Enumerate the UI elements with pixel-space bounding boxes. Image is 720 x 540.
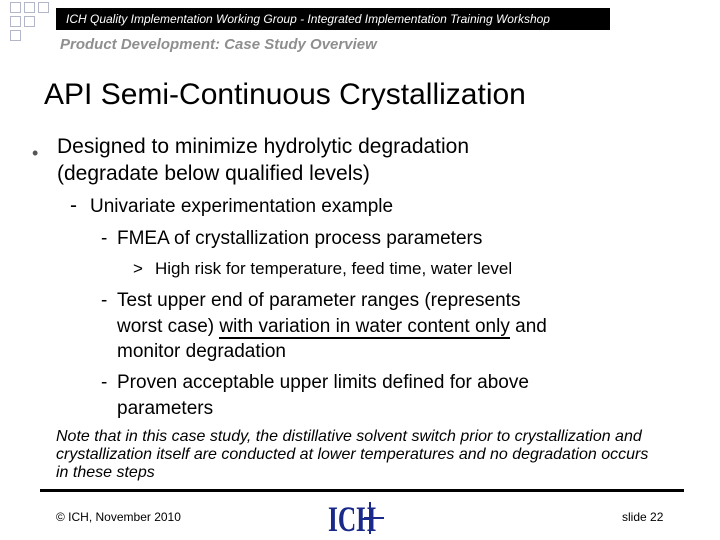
sub-bullet-text: Univariate experimentation example [90, 196, 394, 217]
case-study-note: Note that in this case study, the distillative solvent switch prior to crystallization and crystallization itself are conducted at lower temperatures and no degradation occurs in these steps [56, 428, 649, 481]
deco-square [10, 2, 21, 13]
footer-divider [40, 489, 684, 492]
dash-icon: - [70, 194, 77, 217]
deco-square [24, 2, 35, 13]
sub-sub-bullet-text: Proven acceptable upper limits defined for above [117, 372, 529, 393]
sub-sub-bullet-text [117, 316, 547, 338]
copyright-text: © ICH, November 2010 [56, 510, 181, 524]
underlined-text: with variation in water content only [219, 316, 510, 337]
sub-sub-bullet-text: monitor degradation [117, 341, 286, 362]
sub-sub-bullet-text: FMEA of crystallization process parameters [117, 228, 483, 249]
text-run: and [515, 316, 547, 337]
dash-icon: - [101, 290, 108, 311]
logo-text: ICH [328, 499, 376, 539]
slide-number: slide 22 [622, 510, 664, 524]
dash-icon: - [101, 372, 108, 393]
dash-icon: - [101, 228, 108, 249]
slide-subheader: Product Development: Case Study Overview [60, 36, 377, 53]
slide-title: API Semi-Continuous Crystallization [44, 78, 526, 111]
deco-square [38, 2, 49, 13]
bullet-text: Designed to minimize hydrolytic degradation [57, 135, 470, 158]
deco-square [10, 30, 21, 41]
header-banner: ICH Quality Implementation Working Group - Integrated Implementation Training Workshop [56, 8, 610, 30]
decorative-squares [0, 0, 60, 40]
bullet-icon: • [32, 143, 39, 163]
deco-square [24, 16, 35, 27]
sub-sub-sub-bullet-text: High risk for temperature, feed time, water level [155, 259, 513, 278]
deco-square [10, 16, 21, 27]
chevron-right-icon: > [133, 259, 143, 278]
sub-sub-bullet-text: parameters [117, 398, 214, 419]
ich-logo [326, 498, 386, 538]
text-run: worst case) [117, 316, 215, 337]
bullet-text: (degradate below qualified levels) [57, 162, 370, 185]
sub-sub-bullet-text: Test upper end of parameter ranges (represents [117, 290, 521, 311]
